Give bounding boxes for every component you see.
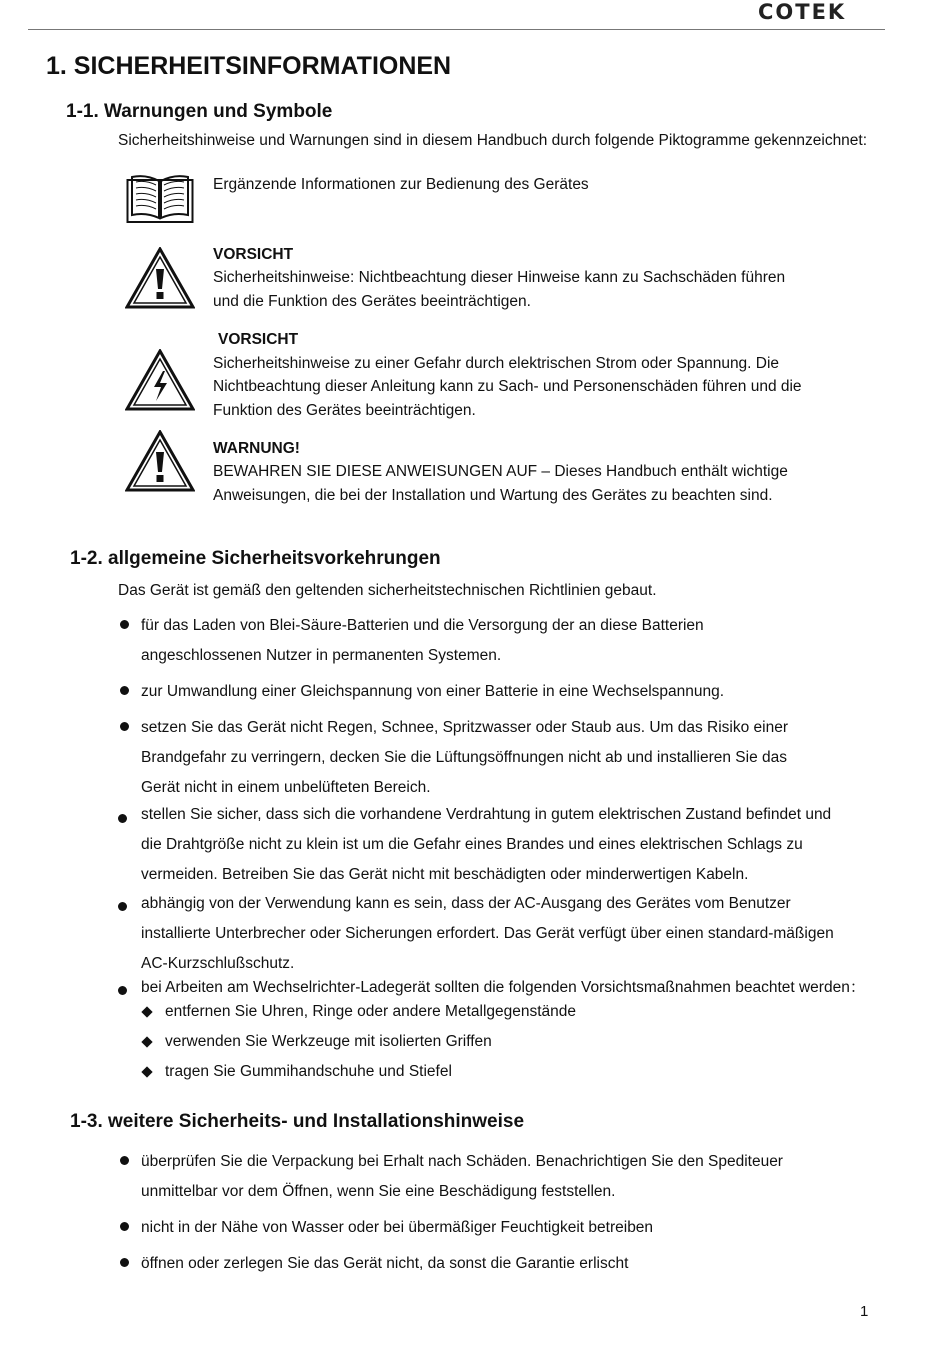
symbol-electric-text: Sicherheitshinweise zu einer Gefahr durch elektrischen Strom oder Spannung. Die xyxy=(213,355,780,372)
symbol-caution-text: Sicherheitshinweise: Nichtbeachtung dieser Hinweise kann zu Sachschäden führen xyxy=(213,269,786,286)
symbol-electric-text: Funktion des Gerätes beeinträchtigen. xyxy=(213,402,476,419)
header-divider xyxy=(28,29,885,30)
diamond-bullet-icon xyxy=(141,1036,152,1047)
list-item: zur Umwandlung einer Gleichspannung von einer Batterie in eine Wechselspannung. xyxy=(141,683,725,700)
list-item: abhängig von der Verwendung kann es sein, dass der AC-Ausgang des Gerätes vom Benutzer xyxy=(141,895,791,912)
list-item: für das Laden von Blei-Säure-Batterien und die Versorgung der an diese Batterien xyxy=(141,617,704,634)
lightning-triangle-icon xyxy=(125,349,195,411)
list-item: die Drahtgröße nicht zu klein ist um die Gefahr eines Brandes und eines elektrischen Schlags zu xyxy=(141,836,803,853)
exclamation-triangle-icon xyxy=(125,247,195,309)
exclamation-triangle-icon xyxy=(125,430,195,492)
symbol-warning-text: BEWAHREN SIE DIESE ANWEISUNGEN AUF – Dieses Handbuch enthält wichtige xyxy=(213,463,788,480)
symbol-electric-text: Nichtbeachtung dieser Anleitung kann zu Sach- und Personenschäden führen und die xyxy=(213,378,802,395)
bullet xyxy=(120,1156,129,1165)
bullet xyxy=(118,902,127,911)
list-item: überprüfen Sie die Verpackung bei Erhalt nach Schäden. Benachrichtigen Sie den Spediteuer xyxy=(141,1153,783,1170)
diamond-bullet-icon xyxy=(141,1006,152,1017)
symbol-warning-label: WARNUNG! xyxy=(213,440,300,457)
list-item: installierte Unterbrecher oder Sicherungen erfordert. Das Gerät verfügt über einen standard-mäßigen xyxy=(141,925,834,942)
section-1-2-title: 1-2. allgemeine Sicherheitsvorkehrungen xyxy=(70,548,441,569)
list-item: AC-Kurzschlußschutz. xyxy=(141,955,295,972)
sub-list-item: verwenden Sie Werkzeuge mit isolierten Griffen xyxy=(165,1033,492,1050)
list-item: öffnen oder zerlegen Sie das Gerät nicht, da sonst die Garantie erlischt xyxy=(141,1255,629,1272)
bullet xyxy=(118,814,127,823)
list-item: Gerät nicht in einem unbelüfteten Bereich. xyxy=(141,779,431,796)
list-item: stellen Sie sicher, dass sich die vorhandene Verdrahtung in gutem elektrischen Zustand befindet und xyxy=(141,806,832,823)
bullet xyxy=(120,722,129,731)
list-item: Brandgefahr zu verringern, decken Sie die Lüftungsöffnungen nicht ab und installieren Sie das xyxy=(141,749,787,766)
list-item: nicht in der Nähe von Wasser oder bei übermäßiger Feuchtigkeit betreiben xyxy=(141,1219,654,1236)
list-item: angeschlossenen Nutzer in permanenten Systemen. xyxy=(141,647,502,664)
section-1-2-intro: Das Gerät ist gemäß den geltenden sicherheitstechnischen Richtlinien gebaut. xyxy=(118,582,657,599)
bullet xyxy=(118,986,127,995)
list-item: unmittelbar vor dem Öffnen, wenn Sie eine Beschädigung feststellen. xyxy=(141,1183,616,1200)
diamond-bullet-icon xyxy=(141,1066,152,1077)
section-1-1-intro: Sicherheitshinweise und Warnungen sind in diesem Handbuch durch folgende Piktogramme gekennzeichnet: xyxy=(118,132,868,149)
section-1-3-title: 1-3. weitere Sicherheits- und Installationshinweise xyxy=(70,1111,525,1132)
symbol-electric-label: VORSICHT xyxy=(218,331,299,348)
bullet xyxy=(120,1222,129,1231)
page-title: 1. SICHERHEITSINFORMATIONEN xyxy=(46,52,452,80)
bullet xyxy=(120,686,129,695)
brand-logo: COTEK xyxy=(758,0,847,24)
bullet xyxy=(120,1258,129,1267)
bullet xyxy=(120,620,129,629)
symbol-warning-text: Anweisungen, die bei der Installation und Wartung des Gerätes zu beachten sind. xyxy=(213,487,773,504)
list-item: vermeiden. Betreiben Sie das Gerät nicht mit beschädigten oder minderwertigen Kabeln. xyxy=(141,866,749,883)
sub-list-item: tragen Sie Gummihandschuhe und Stiefel xyxy=(165,1063,452,1080)
section-1-1-title: 1-1. Warnungen und Symbole xyxy=(66,101,333,122)
list-item: bei Arbeiten am Wechselrichter-Ladegerät sollten die folgenden Vorsichtsmaßnahmen beachtet werden： xyxy=(141,979,866,996)
symbol-book-text: Ergänzende Informationen zur Bedienung des Gerätes xyxy=(213,176,589,193)
list-item: setzen Sie das Gerät nicht Regen, Schnee, Spritzwasser oder Staub aus. Um das Risiko einer xyxy=(141,719,789,736)
sub-list-item: entfernen Sie Uhren, Ringe oder andere Metallgegenstände xyxy=(165,1003,577,1020)
page-number: 1 xyxy=(860,1303,869,1320)
book-icon xyxy=(126,174,194,224)
symbol-caution-text: und die Funktion des Gerätes beeinträchtigen. xyxy=(213,293,531,310)
symbol-caution-label: VORSICHT xyxy=(213,246,294,263)
